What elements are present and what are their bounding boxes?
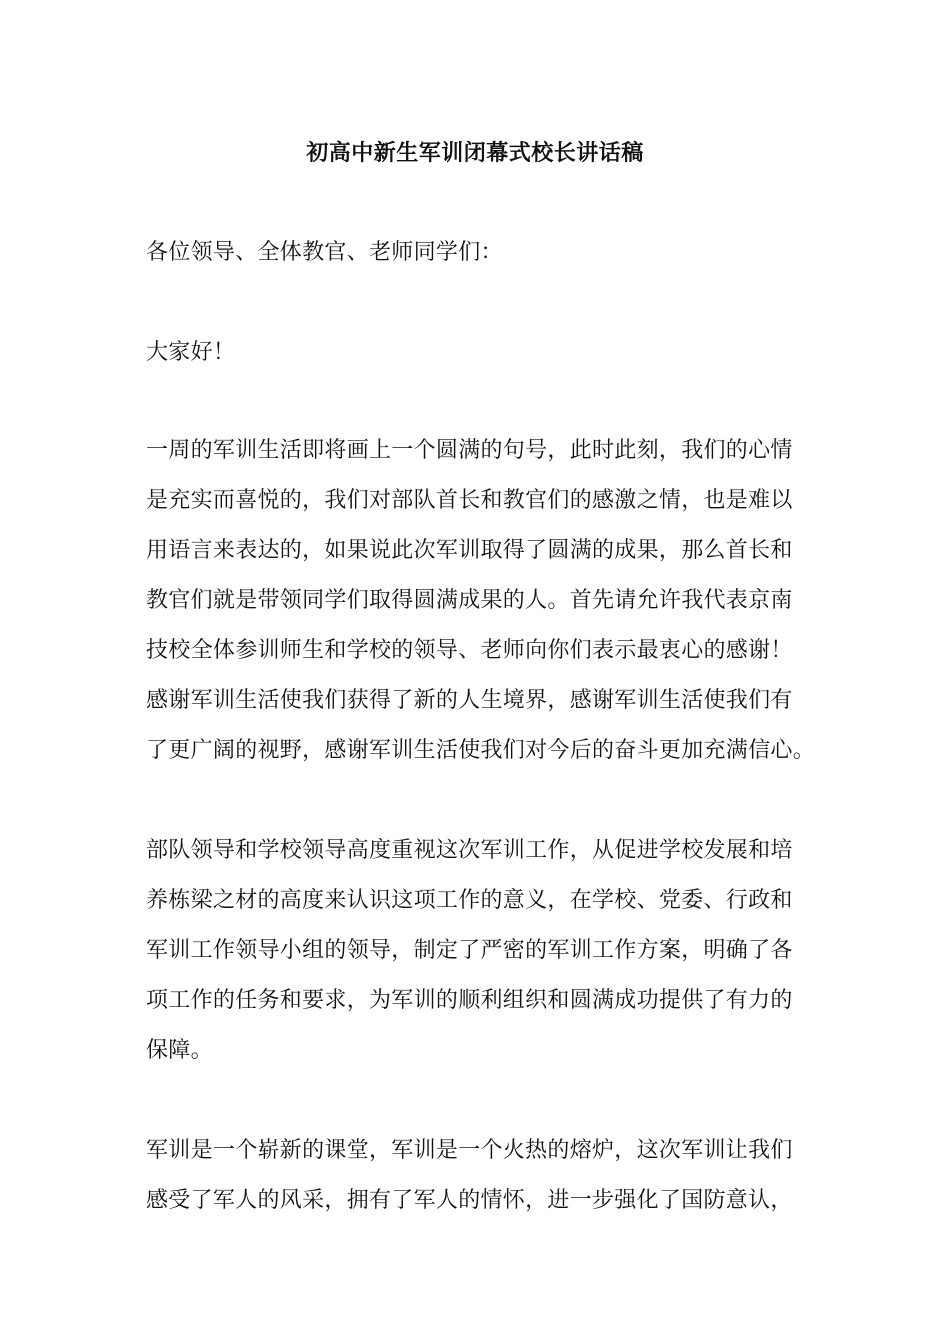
- salutation: 各位领导、全体教官、老师同学们：: [146, 240, 503, 265]
- paragraph-line: 军训工作领导小组的领导，制定了严密的军训工作方案，明确了各: [146, 938, 793, 963]
- paragraph-line: 是充实而喜悦的，我们对部队首长和教官们的感激之情，也是难以: [146, 488, 793, 513]
- paragraph-line: 用语言来表达的，如果说此次军训取得了圆满的成果，那么首长和: [146, 538, 793, 563]
- paragraph-line: 保障。: [146, 1038, 213, 1063]
- greeting: 大家好！: [146, 340, 236, 365]
- paragraph-line: 感受了军人的风采，拥有了军人的情怀，进一步强化了国防意认，: [146, 1188, 793, 1213]
- paragraph-line: 技校全体参训师生和学校的领导、老师向你们表示最衷心的感谢！: [146, 638, 793, 663]
- paragraph-line: 了更广阔的视野，感谢军训生活使我们对今后的奋斗更加充满信心。: [146, 738, 816, 763]
- paragraph-line: 感谢军训生活使我们获得了新的人生境界，感谢军训生活使我们有: [146, 688, 793, 713]
- paragraph-line: 军训是一个崭新的课堂，军训是一个火热的熔炉，这次军训让我们: [146, 1138, 793, 1163]
- paragraph-line: 一周的军训生活即将画上一个圆满的句号，此时此刻，我们的心情: [146, 438, 793, 463]
- document-title: 初高中新生军训闭幕式校长讲话稿: [306, 140, 644, 166]
- paragraph-line: 养栋梁之材的高度来认识这项工作的意义，在学校、党委、行政和: [146, 888, 793, 913]
- paragraph-line: 部队领导和学校领导高度重视这次军训工作，从促进学校发展和培: [146, 838, 793, 863]
- paragraph-line: 教官们就是带领同学们取得圆满成果的人。首先请允许我代表京南: [146, 588, 793, 613]
- paragraph-line: 项工作的任务和要求，为军训的顺利组织和圆满成功提供了有力的: [146, 988, 793, 1013]
